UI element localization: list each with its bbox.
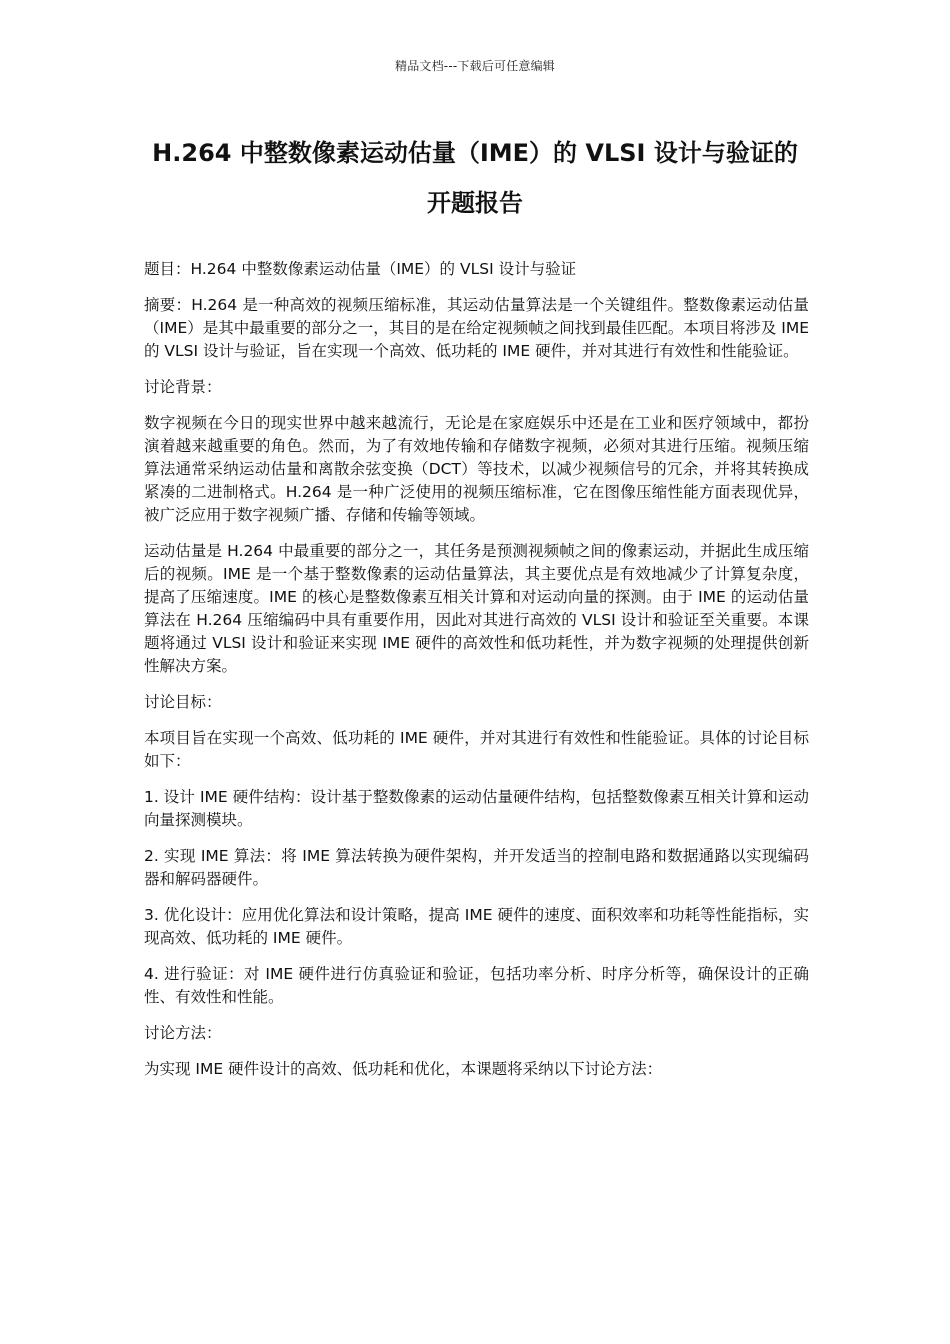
methods-intro: 为实现 IME 硬件设计的高效、低功耗和优化，本课题将采纳以下讨论方法： xyxy=(144,1060,663,1078)
header-note: 精品文档---下载后可任意编辑 xyxy=(395,59,555,73)
objectives-intro: 本项目旨在实现一个高效、低功耗的 IME 硬件，并对其进行有效性和性能验证。具体的讨论目标如下： xyxy=(144,729,809,770)
objective-item-3: 3. 优化设计：应用优化算法和设计策略，提高 IME 硬件的速度、面积效率和功耗等性能指标，实现高效、低功耗的 IME 硬件。 xyxy=(144,906,809,947)
document-body xyxy=(144,258,809,1094)
title-line-1: H.264 中整数像素运动估量（IME）的 VLSI 设计与验证的 xyxy=(152,139,798,167)
title-line-2: 开题报告 xyxy=(427,189,523,217)
objectives-heading: 讨论目标： xyxy=(144,693,222,711)
background-paragraph-1: 数字视频在今日的现实世界中越来越流行，无论是在家庭娱乐中还是在工业和医疗领域中，都扮演着越来越重要的角色。然而，为了有效地传输和存储数字视频，必须对其进行压缩。视频压缩算法通常采纳运动估量和离散余弦变换（DCT）等技术，以减少视频信号的冗余，并将其转换成紧凑的二进制格式。H.264 是一种广泛使用的视频压缩标准，它在图像压缩性能方面表现优异，被广泛应用于数字视频广播、存储和传输等领域。 xyxy=(144,414,809,524)
methods-heading: 讨论方法： xyxy=(144,1024,222,1042)
objective-item-1: 1. 设计 IME 硬件结构：设计基于整数像素的运动估量硬件结构，包括整数像素互相关计算和运动向量探测模块。 xyxy=(144,788,809,829)
background-paragraph-2: 运动估量是 H.264 中最重要的部分之一，其任务是预测视频帧之间的像素运动，并据此生成压缩后的视频。IME 是一个基于整数像素的运动估量算法，其主要优点是有效地减少了计算复杂度，提高了压缩速度。IME 的核心是整数像素互相关计算和对运动向量的探测。由于 IME 的运动估量算法在 H.264 压缩编码中具有重要作用，因此对其进行高效的 VLSI 设计和验证至关重要。本课题将通过 VLSI 设计和验证来实现 IME 硬件的高效性和低功耗性，并为数字视频的处理提供创新性解决方案。 xyxy=(144,542,809,675)
document-title xyxy=(120,128,830,228)
subject-line: 题目：H.264 中整数像素运动估量（IME）的 VLSI 设计与验证 xyxy=(144,260,577,278)
background-heading: 讨论背景： xyxy=(144,378,222,396)
objective-item-4: 4. 进行验证：对 IME 硬件进行仿真验证和验证，包括功率分析、时序分析等，确保设计的正确性、有效性和性能。 xyxy=(144,965,809,1006)
abstract-paragraph: 摘要：H.264 是一种高效的视频压缩标准，其运动估量算法是一个关键组件。整数像素运动估量（IME）是其中最重要的部分之一，其目的是在给定视频帧之间找到最佳匹配。本项目将涉及 IME 的 VLSI 设计与验证，旨在实现一个高效、低功耗的 IME 硬件，并对其进行有效性和性能验证。 xyxy=(144,296,809,360)
objective-item-2: 2. 实现 IME 算法：将 IME 算法转换为硬件架构，并开发适当的控制电路和数据通路以实现编码器和解码器硬件。 xyxy=(144,847,809,888)
